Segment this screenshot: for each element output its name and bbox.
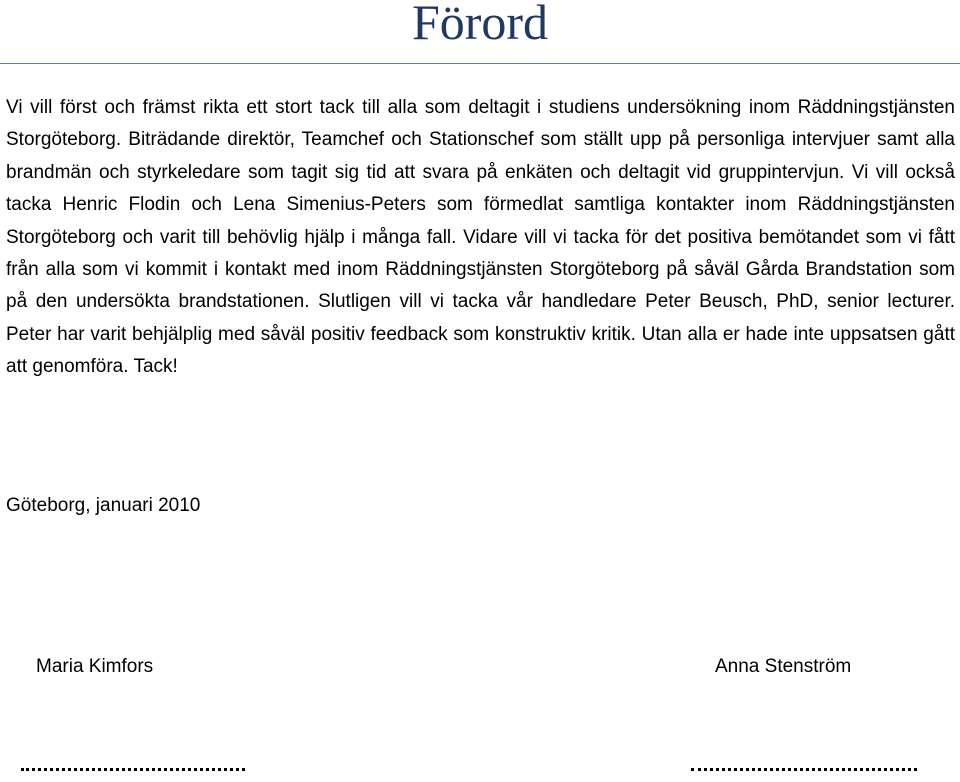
title-underline	[0, 63, 960, 64]
page-title: Förord	[411, 0, 549, 50]
signature-line-left	[21, 764, 245, 771]
signer-name-right: Anna Stenström	[715, 656, 852, 677]
foreword-paragraph: Vi vill först och främst rikta ett stort tack till alla som deltagit i studiens undersökning inom Räddningstjänsten Storgöteborg. Biträdande direktör, Teamchef och Stationschef som ställt upp på personliga intervjuer samt alla brandmän och styrkeledare som tagit sig tid att svara på enkäten och deltagit vid gruppintervjun. Vi vill också tacka Henric Flodin och Lena Simenius-Peters som förmedlat samtliga kontakter inom Räddningstjänsten Storgöteborg och varit till behövlig hjälp i många fall. Vidare vill vi tacka för det positiva bemötandet som vi fått från alla som vi kommit i kontakt med inom Räddningstjänsten Storgöteborg på såväl Gårda Brandstation som på den undersökta brandstationen. Slutligen vill vi tacka vår handledare Peter Beusch, PhD, senior lecturer. Peter har varit behjälplig med såväl positiv feedback som konstruktiv kritik. Utan alla er hade inte uppsatsen gått att genomföra. Tack!	[6, 97, 955, 378]
signature-line-right	[691, 764, 917, 771]
place-and-date: Göteborg, januari 2010	[6, 495, 201, 516]
signer-name-left: Maria Kimfors	[36, 656, 154, 677]
